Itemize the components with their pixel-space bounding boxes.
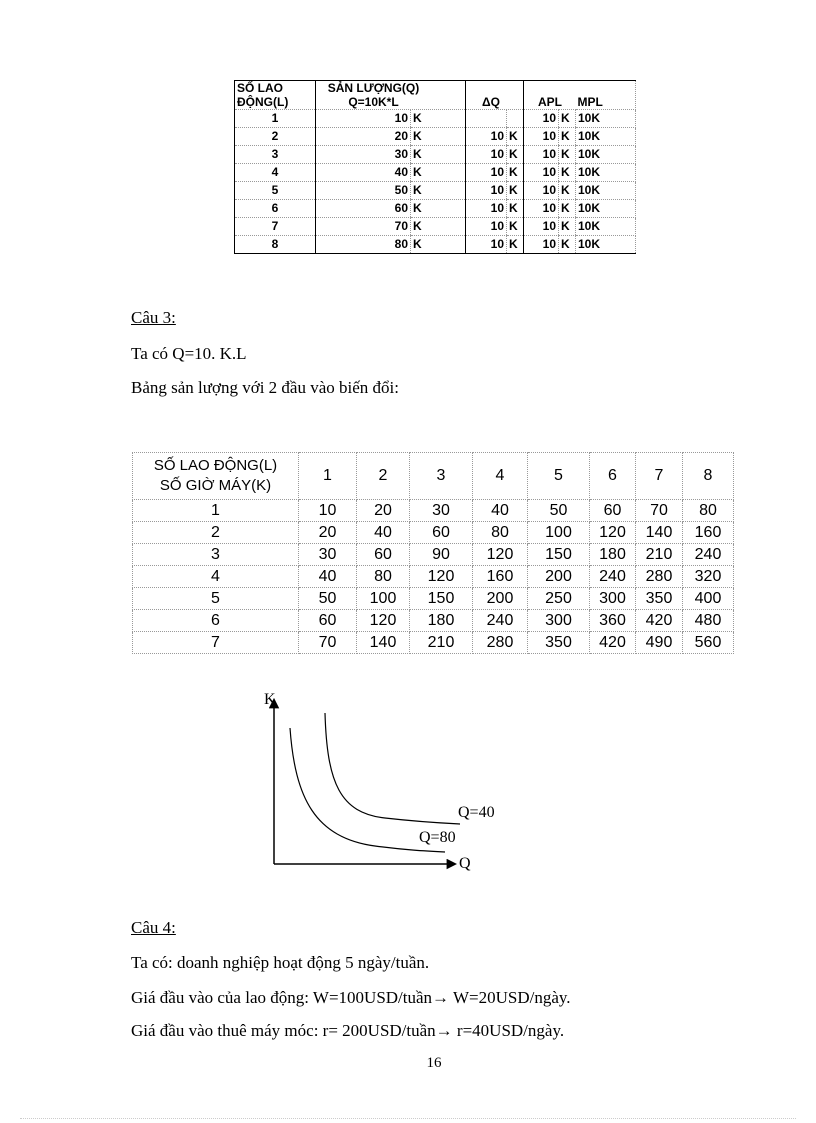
arrow-icon: → [435,1021,453,1040]
output-cell: 60 [299,610,357,632]
output-value-cell: 40 [316,164,411,182]
output-cell: 560 [683,632,734,654]
delta-q-unit-cell: K [507,182,524,200]
mpl-cell: 10K [576,164,636,182]
output-cell: 100 [528,522,590,544]
header-labor-machine: SỐ LAO ĐỘNG(L) SỐ GIỜ MÁY(K) [133,453,299,500]
delta-q-value-cell: 10 [466,164,507,182]
column-header-labor: 4 [473,453,528,500]
header-apl: APL [524,81,576,110]
apl-unit-cell: K [559,182,576,200]
output-unit-cell: K [411,164,466,182]
apl-value-cell: 10 [524,110,559,128]
machine-hours-cell: 4 [133,566,299,588]
cau4-line3: Giá đầu vào thuê máy móc: r= 200USD/tuần→ r=40USD/ngày. [131,1021,565,1040]
output-unit-cell: K [411,200,466,218]
output-value-cell: 60 [316,200,411,218]
mpl-cell: 10K [576,146,636,164]
delta-q-unit-cell: K [507,146,524,164]
machine-hours-cell: 2 [133,522,299,544]
header-delta-q: ΔQ [466,81,524,110]
isoquant-graph [255,688,515,873]
output-cell: 30 [410,500,473,522]
apl-unit-cell: K [559,146,576,164]
table-row [133,544,734,566]
output-unit-cell: K [411,146,466,164]
output-cell: 40 [299,566,357,588]
curve-label-q80: Q=80 [419,829,456,846]
output-cell: 240 [473,610,528,632]
header-labor: SỐ LAO ĐỘNG(L) [235,81,316,110]
output-cell: 240 [590,566,636,588]
output-cell: 60 [357,544,410,566]
output-value-cell: 30 [316,146,411,164]
machine-hours-cell: 5 [133,588,299,610]
output-value-cell: 50 [316,182,411,200]
table-row [235,128,636,146]
mpl-cell: 10K [576,110,636,128]
apl-unit-cell: K [559,200,576,218]
two-input-output-table [132,452,734,654]
delta-q-value-cell [466,110,507,128]
cau3-heading: Câu 3: [131,308,176,327]
delta-q-unit-cell: K [507,236,524,254]
output-cell: 400 [683,588,734,610]
cau4-line2: Giá đầu vào của lao động: W=100USD/tuần→ W=20USD/ngày. [131,988,571,1007]
output-cell: 210 [410,632,473,654]
delta-q-unit-cell [507,110,524,128]
curve-label-q40: Q=40 [458,804,495,821]
output-cell: 120 [410,566,473,588]
output-cell: 350 [528,632,590,654]
mpl-cell: 10K [576,236,636,254]
output-cell: 490 [636,632,683,654]
output-cell: 320 [683,566,734,588]
output-cell: 300 [590,588,636,610]
mpl-cell: 10K [576,128,636,146]
output-cell: 420 [636,610,683,632]
output-cell: 120 [473,544,528,566]
table-row [133,588,734,610]
output-cell: 480 [683,610,734,632]
output-cell: 200 [473,588,528,610]
output-cell: 180 [410,610,473,632]
delta-q-unit-cell: K [507,128,524,146]
mpl-cell: 10K [576,200,636,218]
delta-q-value-cell: 10 [466,218,507,236]
delta-q-unit-cell: K [507,218,524,236]
output-cell: 80 [473,522,528,544]
output-unit-cell: K [411,110,466,128]
delta-q-unit-cell: K [507,164,524,182]
output-cell: 210 [636,544,683,566]
cau3-line1: Ta có Q=10. K.L [131,344,247,363]
output-cell: 40 [473,500,528,522]
apl-value-cell: 10 [524,218,559,236]
output-cell: 50 [528,500,590,522]
table-row [235,236,636,254]
delta-q-value-cell: 10 [466,200,507,218]
output-cell: 140 [636,522,683,544]
labor-cell: 5 [235,182,316,200]
mpl-cell: 10K [576,182,636,200]
arrow-icon: → [432,988,450,1007]
table-row [235,200,636,218]
output-cell: 90 [410,544,473,566]
labor-cell: 3 [235,146,316,164]
mpl-cell: 10K [576,218,636,236]
output-cell: 30 [299,544,357,566]
output-cell: 70 [636,500,683,522]
apl-value-cell: 10 [524,164,559,182]
apl-unit-cell: K [559,236,576,254]
output-unit-cell: K [411,182,466,200]
output-cell: 280 [636,566,683,588]
output-cell: 80 [683,500,734,522]
labor-cell: 4 [235,164,316,182]
output-cell: 100 [357,588,410,610]
output-cell: 20 [299,522,357,544]
output-cell: 240 [683,544,734,566]
machine-hours-cell: 6 [133,610,299,632]
output-unit-cell: K [411,218,466,236]
apl-value-cell: 10 [524,128,559,146]
column-header-labor: 2 [357,453,410,500]
labor-cell: 1 [235,110,316,128]
output-value-cell: 20 [316,128,411,146]
delta-q-value-cell: 10 [466,128,507,146]
output-cell: 150 [410,588,473,610]
column-header-labor: 3 [410,453,473,500]
apl-unit-cell: K [559,164,576,182]
labor-cell: 7 [235,218,316,236]
delta-q-value-cell: 10 [466,182,507,200]
header-output: SẢN LƯỢNG(Q) Q=10K*L [316,81,466,110]
output-cell: 80 [357,566,410,588]
output-cell: 140 [357,632,410,654]
output-value-cell: 10 [316,110,411,128]
apl-unit-cell: K [559,110,576,128]
column-header-labor: 7 [636,453,683,500]
delta-q-value-cell: 10 [466,236,507,254]
cau3-line2: Bảng sản lượng với 2 đầu vào biến đổi: [131,378,399,397]
table-row [235,110,636,128]
machine-hours-cell: 3 [133,544,299,566]
header-mpl: MPL [576,81,636,110]
machine-hours-cell: 7 [133,632,299,654]
output-cell: 120 [590,522,636,544]
bottom-divider [20,1118,796,1119]
output-value-cell: 80 [316,236,411,254]
labor-cell: 2 [235,128,316,146]
output-cell: 20 [357,500,410,522]
table-row [235,182,636,200]
output-cell: 300 [528,610,590,632]
output-cell: 160 [683,522,734,544]
apl-value-cell: 10 [524,236,559,254]
apl-value-cell: 10 [524,182,559,200]
labor-cell: 6 [235,200,316,218]
table-row [235,146,636,164]
x-axis-label: Q [459,855,471,872]
column-header-labor: 1 [299,453,357,500]
output-cell: 350 [636,588,683,610]
table-row [133,632,734,654]
delta-q-value-cell: 10 [466,146,507,164]
output-cell: 250 [528,588,590,610]
cau4-heading: Câu 4: [131,918,176,937]
table-row [133,566,734,588]
output-cell: 50 [299,588,357,610]
column-header-labor: 6 [590,453,636,500]
table-row [133,610,734,632]
machine-hours-cell: 1 [133,500,299,522]
output-cell: 40 [357,522,410,544]
output-cell: 60 [590,500,636,522]
output-value-cell: 70 [316,218,411,236]
output-cell: 10 [299,500,357,522]
output-cell: 420 [590,632,636,654]
table-row [235,218,636,236]
delta-q-unit-cell: K [507,200,524,218]
page-number: 16 [426,1055,442,1071]
apl-unit-cell: K [559,128,576,146]
table-row [133,500,734,522]
y-axis-label: K [264,691,276,708]
apl-value-cell: 10 [524,200,559,218]
output-cell: 360 [590,610,636,632]
output-cell: 200 [528,566,590,588]
output-cell: 150 [528,544,590,566]
apl-unit-cell: K [559,218,576,236]
output-cell: 70 [299,632,357,654]
output-cell: 280 [473,632,528,654]
output-unit-cell: K [411,236,466,254]
column-header-labor: 8 [683,453,734,500]
output-cell: 160 [473,566,528,588]
output-cell: 120 [357,610,410,632]
apl-value-cell: 10 [524,146,559,164]
labor-cell: 8 [235,236,316,254]
table-row [133,522,734,544]
output-cell: 180 [590,544,636,566]
isoquant-curve-q40 [325,713,460,824]
column-header-labor: 5 [528,453,590,500]
table-row [235,164,636,182]
labor-output-table [234,80,636,254]
cau4-line1: Ta có: doanh nghiệp hoạt động 5 ngày/tuần. [131,953,430,972]
output-cell: 60 [410,522,473,544]
output-unit-cell: K [411,128,466,146]
